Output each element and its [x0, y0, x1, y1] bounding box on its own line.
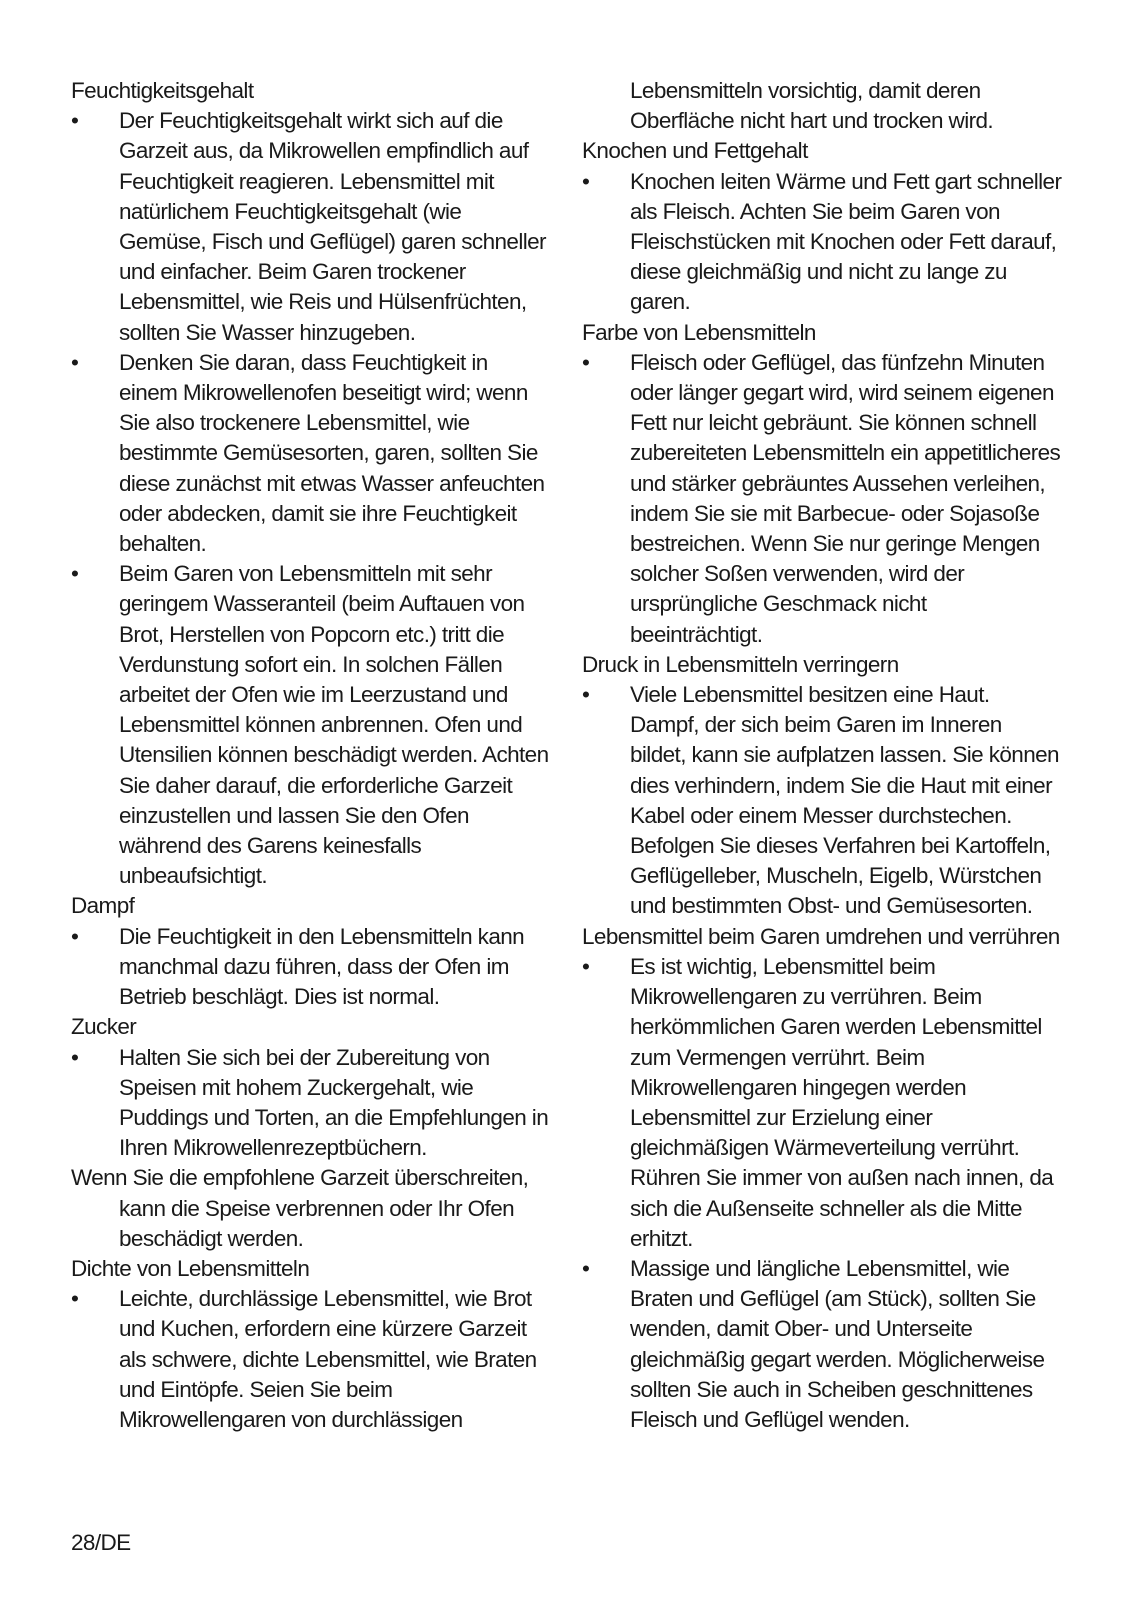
section-heading-turning: Lebensmittel beim Garen umdrehen und verrühren [582, 923, 1060, 949]
bullet-icon: • [71, 108, 79, 134]
list-item [582, 1254, 1062, 1435]
bullet-icon: • [71, 1286, 79, 1312]
pressure-list [582, 680, 1062, 922]
list-item-text: Viele Lebensmittel besitzen eine Haut. Dampf, der sich beim Garen im Inneren bildet, kann sie aufplatzen lassen. Sie können dies verhindern, indem Sie die Haut mit einer Kabel oder einem Messer durchstechen. Befolgen Sie dieses Verfahren bei Kartoffeln, Geflügelleber, Muscheln, Eigelb, Würstchen und bestimmten Obst- und Gemüsesorten. [630, 682, 1059, 919]
list-item-text: Halten Sie sich bei der Zubereitung von Speisen mit hohem Zuckergehalt, wie Puddings und Torten, an die Empfehlungen in Ihren Mikrowellenrezeptbüchern. [119, 1044, 549, 1161]
section-heading-pressure: Druck in Lebensmitteln verringern [582, 651, 899, 677]
section-heading-density: Dichte von Lebensmitteln [71, 1255, 310, 1281]
list-item [71, 348, 551, 559]
list-item [71, 922, 551, 1013]
density-list [71, 1284, 551, 1435]
list-item-text: Knochen leiten Wärme und Fett gart schneller als Fleisch. Achten Sie beim Garen von Fleischstücken mit Knochen oder Fett darauf, diese gleichmäßig und nicht zu lange zu garen. [630, 168, 1062, 315]
turning-list [582, 952, 1062, 1435]
page-number: 28/DE [71, 1530, 131, 1555]
bullet-icon: • [582, 682, 590, 708]
section-heading-sugar: Zucker [71, 1014, 137, 1040]
list-item-text: Massige und längliche Lebensmittel, wie Braten und Geflügel (am Stück), sollten Sie wenden, damit Ober- und Unterseite gleichmäßig gegart werden. Möglicherweise sollten Sie auch in Scheiben geschnittenes Fleisch und Geflügel wenden. [630, 1255, 1045, 1432]
list-item [71, 1043, 551, 1164]
left-column [71, 76, 551, 1435]
moisture-list [71, 106, 551, 891]
list-item [71, 1284, 551, 1435]
list-item [71, 106, 551, 348]
list-item [71, 559, 551, 891]
list-item-text: Die Feuchtigkeit in den Lebensmitteln kann manchmal dazu führen, dass der Ofen im Betrieb beschlägt. Dies ist normal. [119, 923, 525, 1010]
list-item-text: Denken Sie daran, dass Feuchtigkeit in einem Mikrowellenofen beseitigt wird; wenn Sie also trockenere Lebensmittel, wie bestimmte Gemüsesorten, garen, sollten Sie diese zunächst mit etwas Wasser anfeuchten oder abdecken, damit sie ihre Feuchtigkeit behalten. [119, 349, 545, 557]
color-list [582, 348, 1062, 650]
steam-list [71, 922, 551, 1013]
section-heading-color: Farbe von Lebensmitteln [582, 319, 816, 345]
list-item [582, 680, 1062, 922]
list-item-text: Fleisch oder Geflügel, das fünfzehn Minuten oder länger gegart wird, wird seinem eigenen Fett nur leicht gebräunt. Sie können schnell zubereiteten Lebensmitteln ein appetitlicheres und stärker gebräuntes Aussehen verleihen, indem Sie sie mit Barbecue- oder Sojasoße bestreichen. Wenn Sie nur geringe Mengen solcher Soßen verwenden, wird der ursprüngliche Geschmack nicht beeinträchtigt. [630, 349, 1061, 647]
bullet-icon: • [71, 923, 79, 949]
bullet-icon: • [582, 1255, 590, 1281]
section-heading-steam: Dampf [71, 893, 135, 919]
list-item-text: Der Feuchtigkeitsgehalt wirkt sich auf die Garzeit aus, da Mikrowellen empfindlich auf Feuchtigkeit reagieren. Lebensmittel mit natürlichem Feuchtigkeitsgehalt (wie Gemüse, Fisch und Geflügel) garen schneller und einfacher. Beim Garen trockener Lebensmittel, wie Reis und Hülsenfrüchten, sollten Sie Wasser hinzugeben. [119, 108, 546, 345]
bullet-icon: • [71, 1044, 79, 1070]
bullet-icon: • [582, 168, 590, 194]
right-column [582, 76, 1062, 1435]
sugar-list [71, 1043, 551, 1164]
list-item-text: Beim Garen von Lebensmitteln mit sehr geringem Wasseranteil (beim Auftauen von Brot, Herstellen von Popcorn etc.) tritt die Verdunstung sofort ein. In solchen Fällen arbeitet der Ofen wie im Leerzustand und Lebensmittel können anbrennen. Ofen und Utensilien können beschädigt werden. Achten Sie daher darauf, die erforderliche Garzeit einzustellen und lassen Sie den Ofen während des Garens keinesfalls unbeaufsichtigt. [119, 561, 549, 889]
list-item [582, 348, 1062, 650]
list-item [582, 952, 1062, 1254]
list-item [582, 167, 1062, 318]
bones-list [582, 167, 1062, 318]
section-heading-bones: Knochen und Fettgehalt [582, 138, 808, 164]
list-item-text: Leichte, durchlässige Lebensmittel, wie Brot und Kuchen, erfordern eine kürzere Garzeit als schwere, dichte Lebensmittel, wie Braten und Eintöpfe. Seien Sie beim Mikrowellengaren von durchlässigen [119, 1286, 537, 1432]
sugar-note: Wenn Sie die empfohlene Garzeit überschreiten, kann die Speise verbrennen oder Ihr Ofen beschädigt werden. [71, 1165, 529, 1251]
bullet-icon: • [582, 349, 590, 375]
list-item-text: Es ist wichtig, Lebensmittel beim Mikrowellengaren zu verrühren. Beim herkömmlichen Garen werden Lebensmittel zum Vermengen verrührt. Beim Mikrowellengaren hingegen werden Lebensmittel zur Erzielung einer gleichmäßigen Wärmeverteilung verrührt. Rühren Sie immer von außen nach innen, da sich die Außenseite schneller als die Mitte erhitzt. [630, 953, 1054, 1251]
bullet-icon: • [582, 953, 590, 979]
section-heading-moisture: Feuchtigkeitsgehalt [71, 78, 254, 103]
bullet-icon: • [71, 561, 79, 587]
bullet-icon: • [71, 349, 79, 375]
density-continuation: Lebensmitteln vorsichtig, damit deren Oberfläche nicht hart und trocken wird. [630, 78, 994, 134]
